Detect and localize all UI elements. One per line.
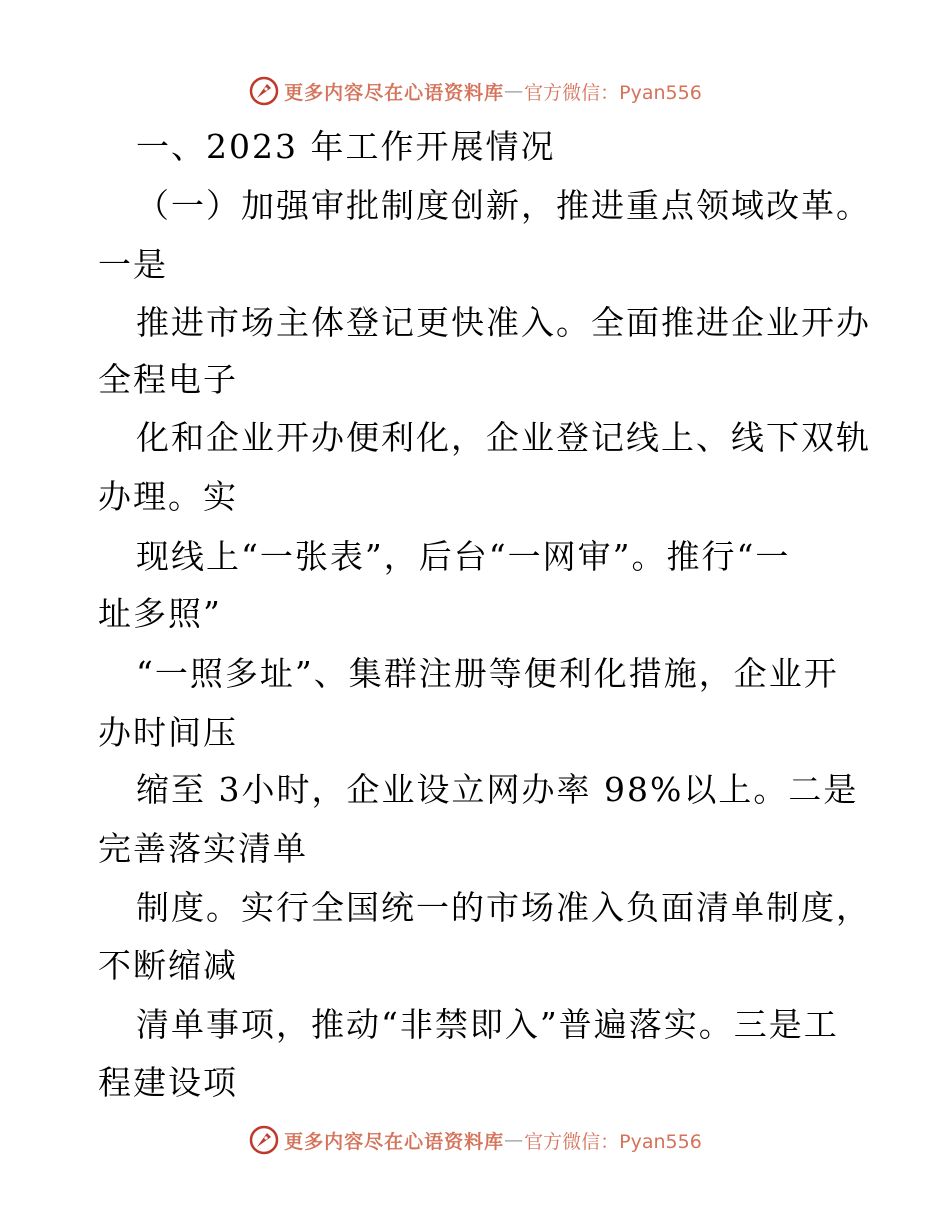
text-line: 办理。实 [98,477,238,516]
text-line: 一是 [98,245,168,284]
text-line: 缩至 3小时，企业设立网办率 98%以上。二是 [136,770,859,809]
watermark-wechat: 官方微信：Pyan556 [524,1130,702,1153]
text-line: 化和企业开办便利化，企业登记线上、线下双轨 [136,418,871,457]
text-line: 办时间压 [98,713,238,752]
footer-watermark [0,1120,950,1160]
text-line: 制度。实行全国统一的市场准入负面清单制度， [136,888,871,927]
watermark-wechat: 官方微信：Pyan556 [524,81,702,104]
pen-nib-logo-icon [248,75,280,107]
watermark-text: 更多内容尽在心语资料库 [284,1130,505,1153]
header-watermark [0,71,950,111]
text-line: 完善落实清单 [98,829,308,868]
text-line: （一）加强审批制度创新，推进重点领域改革。 [136,186,871,225]
text-line: “一照多址”、集群注册等便利化措施，企业开 [136,654,839,693]
watermark-text: 更多内容尽在心语资料库 [284,81,505,104]
section-heading: 一、2023 年工作开展情况 [136,127,556,166]
text-line: 程建设项 [98,1063,238,1102]
pen-nib-logo-icon [248,1124,280,1156]
watermark-separator: — [504,80,525,102]
watermark-separator: — [504,1129,525,1151]
text-line: 不断缩减 [98,946,238,985]
text-line: 址多照” [98,594,222,633]
text-line: 现线上“一张表”，后台“一网审”。推行“一 [136,537,791,576]
text-line: 全程电子 [98,360,238,399]
text-line: 推进市场主体登记更快准入。全面推进企业开办 [136,303,871,342]
text-line: 清单事项，推动“非禁即入”普遍落实。三是工 [136,1005,839,1044]
